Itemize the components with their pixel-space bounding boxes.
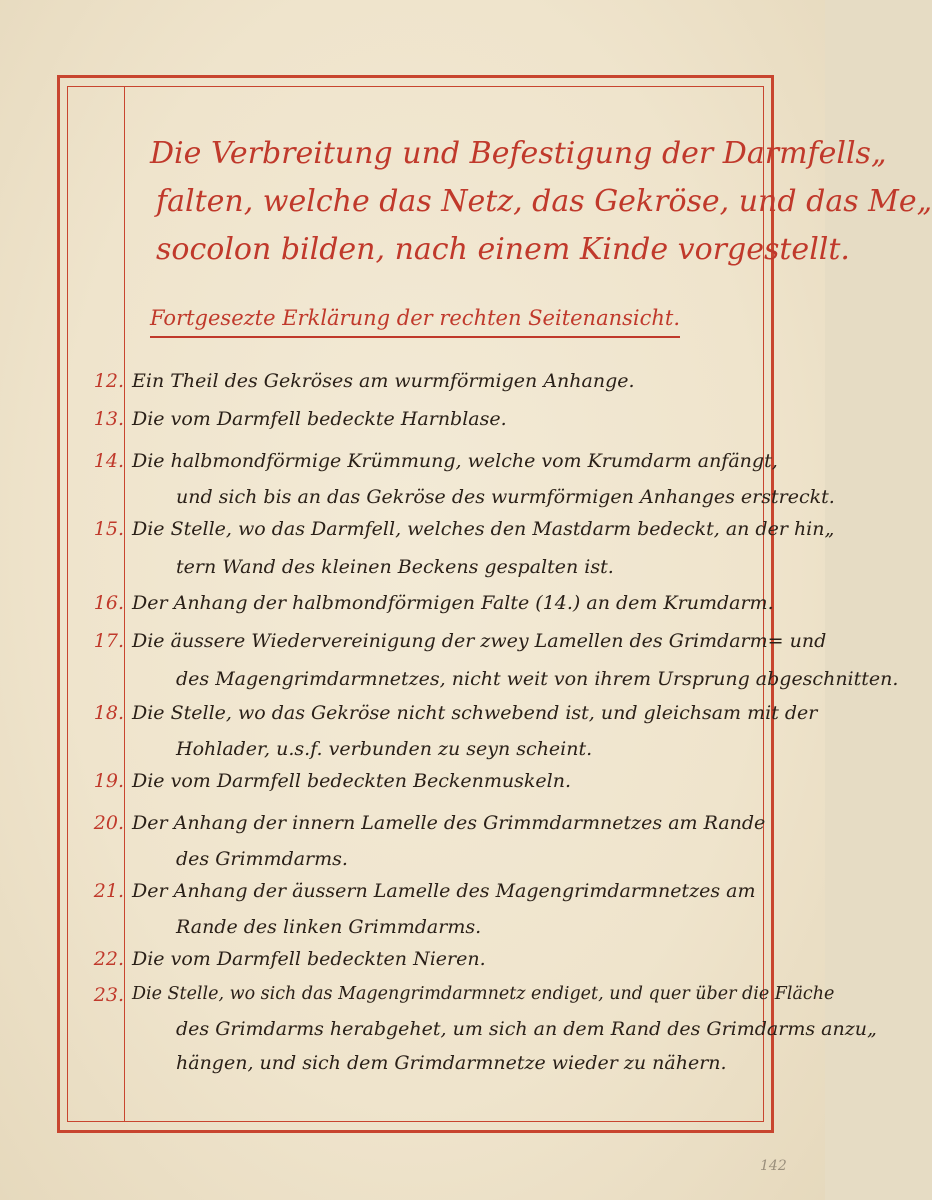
entry-text: hängen, und sich dem Grimdarmnetze wieder zu nähern.: [176, 1052, 727, 1074]
entry-text: tern Wand des kleinen Beckens gespalten ist.: [176, 556, 614, 578]
entry-text: Die äussere Wiedervereinigung der zwey Lamellen des Grimdarm= und: [132, 630, 827, 652]
entry-number: 17.: [93, 630, 124, 652]
entry-text: Der Anhang der äussern Lamelle des Magengrimdarmnetzes am: [132, 880, 756, 902]
entry-text: Hohlader, u.s.f. verbunden zu seyn scheint.: [176, 738, 593, 760]
title-line: socolon bilden, nach einem Kinde vorgestellt.: [156, 232, 850, 267]
entry-text: Rande des linken Grimmdarms.: [176, 916, 482, 938]
margin-rule: [124, 86, 125, 1122]
entry-text: Die vom Darmfell bedeckte Harnblase.: [132, 408, 507, 430]
entry-text: Ein Theil des Gekröses am wurmförmigen Anhange.: [132, 370, 635, 392]
entry-text: des Magengrimdarmnetzes, nicht weit von ihrem Ursprung abgeschnitten.: [176, 668, 899, 690]
entry-number: 22.: [93, 948, 124, 970]
entry-text: Die Stelle, wo sich das Magengrimdarmnetz endiget, und quer über die Fläche: [132, 984, 835, 1004]
title-line: Die Verbreitung und Befestigung der Darmfells„: [150, 136, 887, 171]
entry-text: des Grimmdarms.: [176, 848, 348, 870]
entry-number: 23.: [93, 984, 124, 1006]
entry-number: 14.: [93, 450, 124, 472]
entry-text: Die vom Darmfell bedeckten Nieren.: [132, 948, 486, 970]
entry-text: und sich bis an das Gekröse des wurmförmigen Anhanges erstreckt.: [176, 486, 835, 508]
entry-text: Die Stelle, wo das Gekröse nicht schwebend ist, und gleichsam mit der: [132, 702, 818, 724]
entry-number: 18.: [93, 702, 124, 724]
entry-number: 20.: [93, 812, 124, 834]
entry-number: 19.: [93, 770, 124, 792]
entry-number: 15.: [93, 518, 124, 540]
entry-text: Die vom Darmfell bedeckten Beckenmuskeln.: [132, 770, 572, 792]
entry-number: 21.: [93, 880, 124, 902]
entry-text: Die Stelle, wo das Darmfell, welches den Mastdarm bedeckt, an der hin„: [132, 518, 835, 540]
page-title: [150, 130, 932, 274]
entry-text: Der Anhang der innern Lamelle des Grimmdarmnetzes am Rande: [132, 812, 766, 834]
folio-number: 142: [760, 1158, 787, 1174]
entry-number: 16.: [93, 592, 124, 614]
section-subtitle: Fortgesezte Erklärung der rechten Seitenansicht.: [150, 306, 680, 338]
entry-number: 13.: [93, 408, 124, 430]
entry-text: des Grimdarms herabgehet, um sich an dem Rand des Grimdarms anzu„: [176, 1018, 877, 1040]
entry-text: Die halbmondförmige Krümmung, welche vom Krumdarm anfängt,: [132, 450, 778, 472]
entry-text: Der Anhang der halbmondförmigen Falte (14.) an dem Krumdarm.: [132, 592, 774, 614]
entry-number: 12.: [93, 370, 124, 392]
title-line: falten, welche das Netz, das Gekröse, und das Me„: [156, 184, 932, 219]
